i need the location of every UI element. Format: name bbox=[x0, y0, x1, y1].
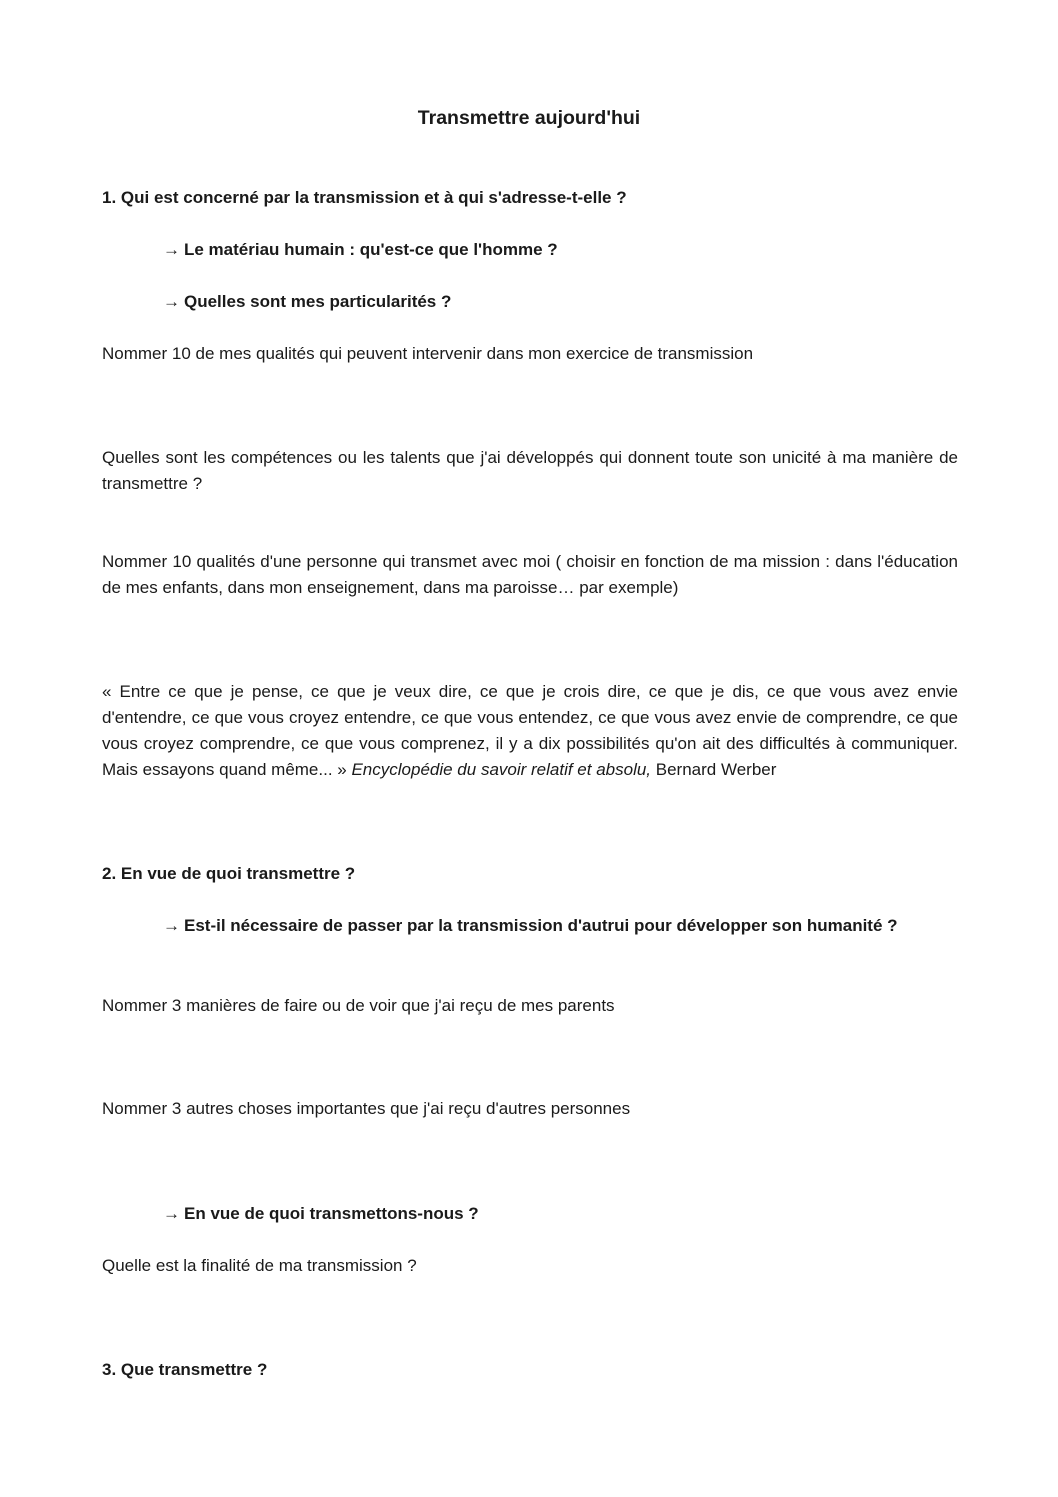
quote-author: Bernard Werber bbox=[655, 760, 777, 779]
section-1-heading: 1. Qui est concerné par la transmission et à qui s'adresse-t-elle ? bbox=[102, 188, 627, 207]
subheading-text: Est-il nécessaire de passer par la transmission d'autrui pour développer son humanité ? bbox=[184, 916, 898, 935]
subheading-text: En vue de quoi transmettons-nous ? bbox=[184, 1204, 479, 1223]
paragraph-parents: Nommer 3 manières de faire ou de voir que j'ai reçu de mes parents bbox=[102, 996, 615, 1015]
subheading-text: Le matériau humain : qu'est-ce que l'homme ? bbox=[184, 240, 558, 259]
quote-text: « Entre ce que je pense, ce que je veux dire, ce que je crois dire, ce que je dis, ce que vous avez envie d'entendre, ce que vous croyez entendre, ce que vous entendez, ce que vous avez envie de comprendre, ce que vous croyez comprendre, ce que vous comprenez, il y a dix possibilités qu'on ait des difficultés à communiquer. Mais essayons quand même... » bbox=[102, 682, 958, 779]
section-2-subheading-1 bbox=[102, 913, 958, 939]
document-title: Transmettre aujourd'hui bbox=[417, 107, 641, 129]
paragraph-qualities: Nommer 10 de mes qualités qui peuvent intervenir dans mon exercice de transmission bbox=[102, 344, 754, 363]
arrow-icon: → bbox=[163, 292, 180, 311]
paragraph-finality: Quelle est la finalité de ma transmission ? bbox=[102, 1256, 417, 1275]
section-1-subheading-1 bbox=[163, 237, 958, 263]
paragraph-competences: Quelles sont les compétences ou les talents que j'ai développés qui donnent toute son unicité à ma manière de transmettre ? bbox=[102, 448, 958, 493]
section-2-subheading-2 bbox=[163, 1201, 958, 1227]
arrow-icon: → bbox=[163, 240, 180, 259]
paragraph-others: Nommer 3 autres choses importantes que j'ai reçu d'autres personnes bbox=[102, 1099, 631, 1118]
quote-block bbox=[102, 679, 958, 783]
quote-source: Encyclopédie du savoir relatif et absolu, bbox=[351, 760, 652, 779]
section-2-heading: 2. En vue de quoi transmettre ? bbox=[102, 864, 356, 883]
subheading-text: Quelles sont mes particularités ? bbox=[184, 292, 452, 311]
section-3-heading: 3. Que transmettre ? bbox=[102, 1360, 268, 1379]
arrow-icon: → bbox=[163, 1204, 180, 1223]
paragraph-partner-qualities: Nommer 10 qualités d'une personne qui transmet avec moi ( choisir en fonction de ma mission : dans l'éducation de mes enfants, dans mon enseignement, dans ma paroisse… par exemple) bbox=[102, 552, 958, 597]
arrow-icon: → bbox=[163, 916, 180, 935]
section-1-subheading-2 bbox=[163, 289, 958, 315]
